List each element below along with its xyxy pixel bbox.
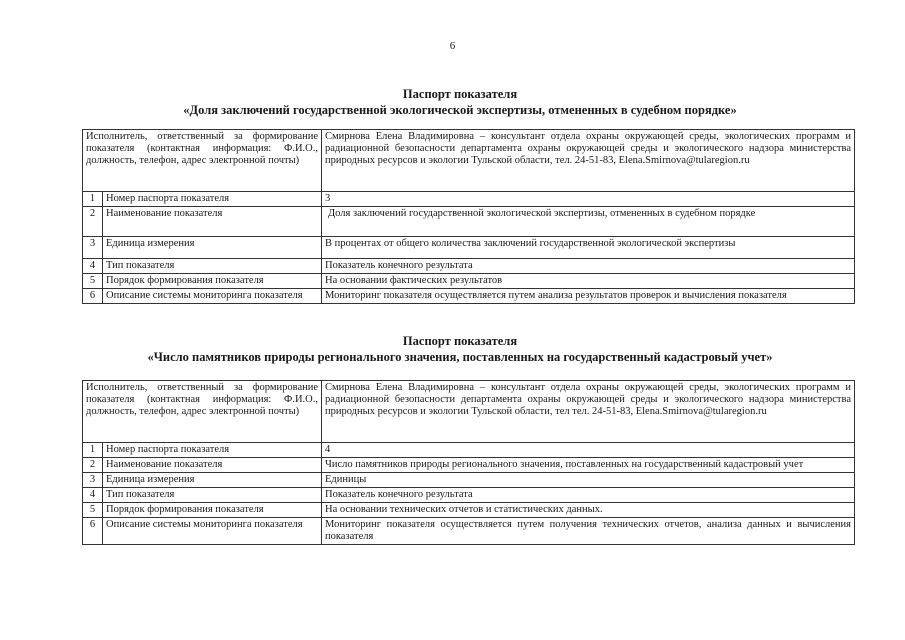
table-row bbox=[83, 289, 855, 304]
passport-1-subtitle: «Доля заключений государственной экологической экспертизы, отмененных в судебном порядке» bbox=[183, 103, 737, 117]
row-value: На основании технических отчетов и статистических данных. bbox=[322, 503, 855, 518]
row-label: Единица измерения bbox=[103, 473, 322, 488]
passport-2-table bbox=[82, 380, 855, 545]
row-value: 4 bbox=[322, 443, 855, 458]
executor-value: Смирнова Елена Владимировна – консультант отдела охраны окружающей среды, экологических программ и радиационной безопасности департамента охраны окружающей среды и экологического надзора министерства природных ресурсов и экологии Тульской области, тел. 24-51-83, Elena.Smirnova@tularegion.ru bbox=[322, 130, 855, 192]
row-value: Мониторинг показателя осуществляется путем анализа результатов проверок и вычисления показателя bbox=[322, 289, 855, 304]
table-row bbox=[83, 473, 855, 488]
executor-label: Исполнитель, ответственный за формирование показателя (контактная информация: Ф.И.О., должность, телефон, адрес электронной почты) bbox=[83, 381, 322, 443]
row-number: 2 bbox=[83, 458, 103, 473]
table-row bbox=[83, 503, 855, 518]
table-row bbox=[83, 207, 855, 237]
row-number: 1 bbox=[83, 443, 103, 458]
row-value: Число памятников природы регионального значения, поставленных на государственный кадастровый учет bbox=[322, 458, 855, 473]
row-value: 3 bbox=[322, 192, 855, 207]
row-value: В процентах от общего количества заключений государственной экологической экспертизы bbox=[322, 237, 855, 259]
row-value: Доля заключений государственной экологической экспертизы, отмененных в судебном порядке bbox=[322, 207, 855, 237]
page-number: 6 bbox=[449, 40, 456, 52]
row-label: Наименование показателя bbox=[103, 458, 322, 473]
row-number: 2 bbox=[83, 207, 103, 237]
passport-1-table bbox=[82, 129, 855, 304]
row-label: Тип показателя bbox=[103, 259, 322, 274]
row-label: Номер паспорта показателя bbox=[103, 443, 322, 458]
row-label: Единица измерения bbox=[103, 237, 322, 259]
executor-label: Исполнитель, ответственный за формирование показателя (контактная информация: Ф.И.О., должность, телефон, адрес электронной почты) bbox=[83, 130, 322, 192]
passport-2-subtitle: «Число памятников природы регионального значения, поставленных на государственный кадастровый учет» bbox=[147, 350, 773, 364]
table-row bbox=[83, 130, 855, 192]
row-value: Единицы bbox=[322, 473, 855, 488]
row-value: Показатель конечного результата bbox=[322, 259, 855, 274]
row-label: Номер паспорта показателя bbox=[103, 192, 322, 207]
passport-2-heading: Паспорт показателя bbox=[402, 334, 518, 348]
row-number: 6 bbox=[83, 518, 103, 545]
row-value: Показатель конечного результата bbox=[322, 488, 855, 503]
row-label: Порядок формирования показателя bbox=[103, 503, 322, 518]
executor-value: Смирнова Елена Владимировна – консультант отдела охраны окружающей среды, экологических программ и радиационной безопасности департамента охраны окружающей среды и экологического надзора министерства природных ресурсов и экологии Тульской области, тел тел. 24-51-83, Elena.Smirnova@tularegion.ru bbox=[322, 381, 855, 443]
row-label: Описание системы мониторинга показателя bbox=[103, 518, 322, 545]
row-label: Порядок формирования показателя bbox=[103, 274, 322, 289]
row-value: Мониторинг показателя осуществляется путем получения технических отчетов, анализа данных и вычисления показателя bbox=[322, 518, 855, 545]
row-number: 1 bbox=[83, 192, 103, 207]
row-label: Наименование показателя bbox=[103, 207, 322, 237]
row-label: Описание системы мониторинга показателя bbox=[103, 289, 322, 304]
table-row bbox=[83, 488, 855, 503]
table-row bbox=[83, 274, 855, 289]
row-number: 5 bbox=[83, 503, 103, 518]
table-row bbox=[83, 259, 855, 274]
table-row bbox=[83, 237, 855, 259]
row-value: На основании фактических результатов bbox=[322, 274, 855, 289]
row-number: 4 bbox=[83, 259, 103, 274]
table-row bbox=[83, 443, 855, 458]
row-number: 5 bbox=[83, 274, 103, 289]
passport-1-heading: Паспорт показателя bbox=[402, 87, 518, 101]
table-row bbox=[83, 458, 855, 473]
row-label: Тип показателя bbox=[103, 488, 322, 503]
table-row bbox=[83, 518, 855, 545]
row-number: 3 bbox=[83, 473, 103, 488]
row-number: 4 bbox=[83, 488, 103, 503]
row-number: 6 bbox=[83, 289, 103, 304]
table-row bbox=[83, 381, 855, 443]
row-number: 3 bbox=[83, 237, 103, 259]
table-row bbox=[83, 192, 855, 207]
